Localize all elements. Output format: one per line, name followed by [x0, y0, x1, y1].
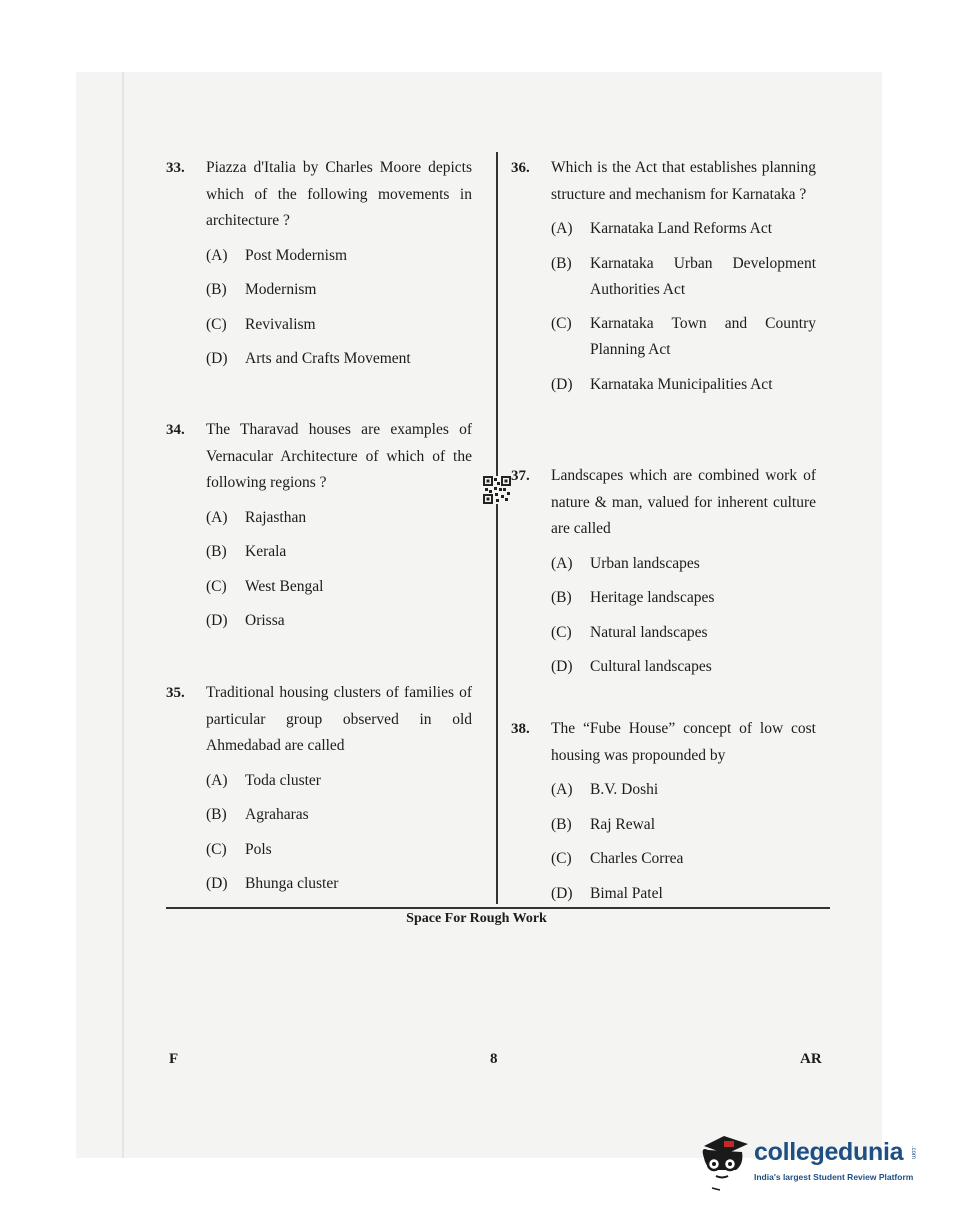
option-text: Arts and Crafts Movement	[245, 350, 411, 367]
option-text: Karnataka Town and Country Planning Act	[590, 315, 816, 358]
option-letter: (C)	[551, 850, 572, 867]
question-number: 36.	[511, 160, 530, 176]
option-letter: (B)	[206, 281, 227, 298]
question-number: 35.	[166, 685, 185, 701]
option-letter: (C)	[551, 315, 572, 332]
option-d	[206, 871, 472, 897]
question-34	[166, 417, 472, 643]
page-number: 8	[490, 1051, 498, 1067]
option-letter: (B)	[551, 589, 572, 606]
option-letter: (C)	[206, 577, 227, 595]
option-a	[206, 768, 472, 794]
question-text: The “Fube House” concept of low cost housing was propounded by	[551, 720, 816, 764]
option-letter: (D)	[551, 375, 573, 393]
question-text: Which is the Act that establishes planning structure and mechanism for Karnataka ?	[551, 159, 816, 203]
option-text: Post Modernism	[245, 246, 348, 264]
option-letter: (B)	[551, 815, 572, 833]
option-c	[206, 574, 472, 600]
option-letter: (B)	[206, 543, 227, 560]
option-text: Revivalism	[245, 315, 316, 333]
option-text: Charles Correa	[590, 850, 684, 867]
collegedunia-watermark	[696, 1124, 926, 1196]
options-list	[206, 505, 472, 635]
option-c	[206, 312, 472, 338]
option-text: Karnataka Municipalities Act	[590, 375, 773, 393]
footer-subject-code: AR	[800, 1051, 822, 1067]
option-letter: (D)	[551, 884, 573, 902]
question-38	[511, 716, 816, 915]
option-text: Pols	[245, 840, 272, 858]
question-text: Piazza d'Italia by Charles Moore depicts which of the following movements in architecture ?	[206, 159, 472, 229]
question-number: 38.	[511, 721, 530, 737]
option-text: Natural landscapes	[590, 623, 708, 641]
option-text: B.V. Doshi	[590, 781, 659, 798]
option-letter: (D)	[206, 350, 228, 367]
options-list	[206, 768, 472, 898]
option-letter: (A)	[551, 554, 573, 572]
question-text: Landscapes which are combined work of nature & man, valued for inherent culture are called	[551, 467, 816, 537]
option-a	[206, 505, 472, 531]
option-text: Karnataka Land Reforms Act	[590, 220, 773, 237]
option-a	[206, 243, 472, 269]
option-text: Kerala	[245, 543, 287, 560]
option-text: Bhunga cluster	[245, 875, 339, 892]
option-letter: (C)	[206, 840, 227, 858]
option-letter: (A)	[206, 771, 228, 789]
rough-work-rule	[166, 907, 830, 909]
option-text: Bimal Patel	[590, 884, 663, 902]
option-text: Rajasthan	[245, 508, 307, 526]
option-letter: (D)	[551, 658, 573, 675]
option-letter: (A)	[551, 781, 573, 798]
option-b	[206, 539, 472, 565]
option-text: Urban landscapes	[590, 554, 700, 572]
option-text: Agraharas	[245, 806, 309, 823]
option-d	[206, 608, 472, 634]
question-36	[511, 155, 816, 406]
option-a	[551, 777, 816, 803]
question-number: 34.	[166, 422, 185, 438]
option-a	[551, 216, 816, 242]
question-33	[166, 155, 472, 381]
option-letter: (C)	[551, 623, 572, 641]
option-text: Orissa	[245, 612, 285, 629]
options-list	[551, 216, 816, 398]
option-b	[551, 251, 816, 303]
question-35	[166, 680, 472, 906]
option-text: Cultural landscapes	[590, 658, 712, 675]
options-list	[551, 551, 816, 681]
option-c	[551, 620, 816, 646]
binding-edge	[122, 72, 124, 1158]
option-text: Raj Rewal	[590, 815, 655, 833]
option-d	[551, 372, 816, 398]
option-letter: (A)	[206, 246, 228, 264]
question-text: The Tharavad houses are examples of Vernacular Architecture of which of the following regions ?	[206, 421, 472, 491]
brand-tagline: India's largest Student Review Platform	[754, 1172, 914, 1182]
option-b	[551, 812, 816, 838]
options-list	[206, 243, 472, 373]
qr-code-icon	[483, 476, 511, 504]
option-b	[551, 585, 816, 611]
option-text: Toda cluster	[245, 771, 321, 789]
option-letter: (B)	[206, 806, 227, 823]
option-letter: (B)	[551, 254, 572, 272]
column-divider	[496, 152, 498, 904]
option-letter: (A)	[206, 508, 228, 526]
rough-work-label: Space For Rough Work	[406, 911, 547, 926]
brand-domain: .com	[910, 1146, 916, 1160]
option-d	[551, 654, 816, 680]
footer-set-code: F	[169, 1051, 179, 1067]
option-text: Modernism	[245, 281, 317, 298]
brand-name: collegedunia	[754, 1138, 904, 1166]
option-b	[206, 277, 472, 303]
option-d	[206, 346, 472, 372]
question-text: Traditional housing clusters of families of particular group observed in old Ahmedabad are called	[206, 684, 472, 754]
option-text: Heritage landscapes	[590, 589, 715, 606]
option-letter: (A)	[551, 220, 573, 237]
option-letter: (D)	[206, 612, 228, 629]
option-text: West Bengal	[245, 577, 324, 595]
option-c	[551, 846, 816, 872]
option-text: Karnataka Urban Development Authorities Act	[590, 254, 816, 298]
option-letter: (D)	[206, 875, 228, 892]
option-b	[206, 802, 472, 828]
option-c	[206, 837, 472, 863]
mascot-logo-icon	[696, 1124, 754, 1196]
question-number: 37.	[511, 468, 530, 484]
options-list	[551, 777, 816, 907]
option-a	[551, 551, 816, 577]
option-letter: (C)	[206, 315, 227, 333]
option-d	[551, 881, 816, 907]
question-number: 33.	[166, 160, 185, 176]
option-c	[551, 311, 816, 363]
question-37	[511, 463, 816, 689]
